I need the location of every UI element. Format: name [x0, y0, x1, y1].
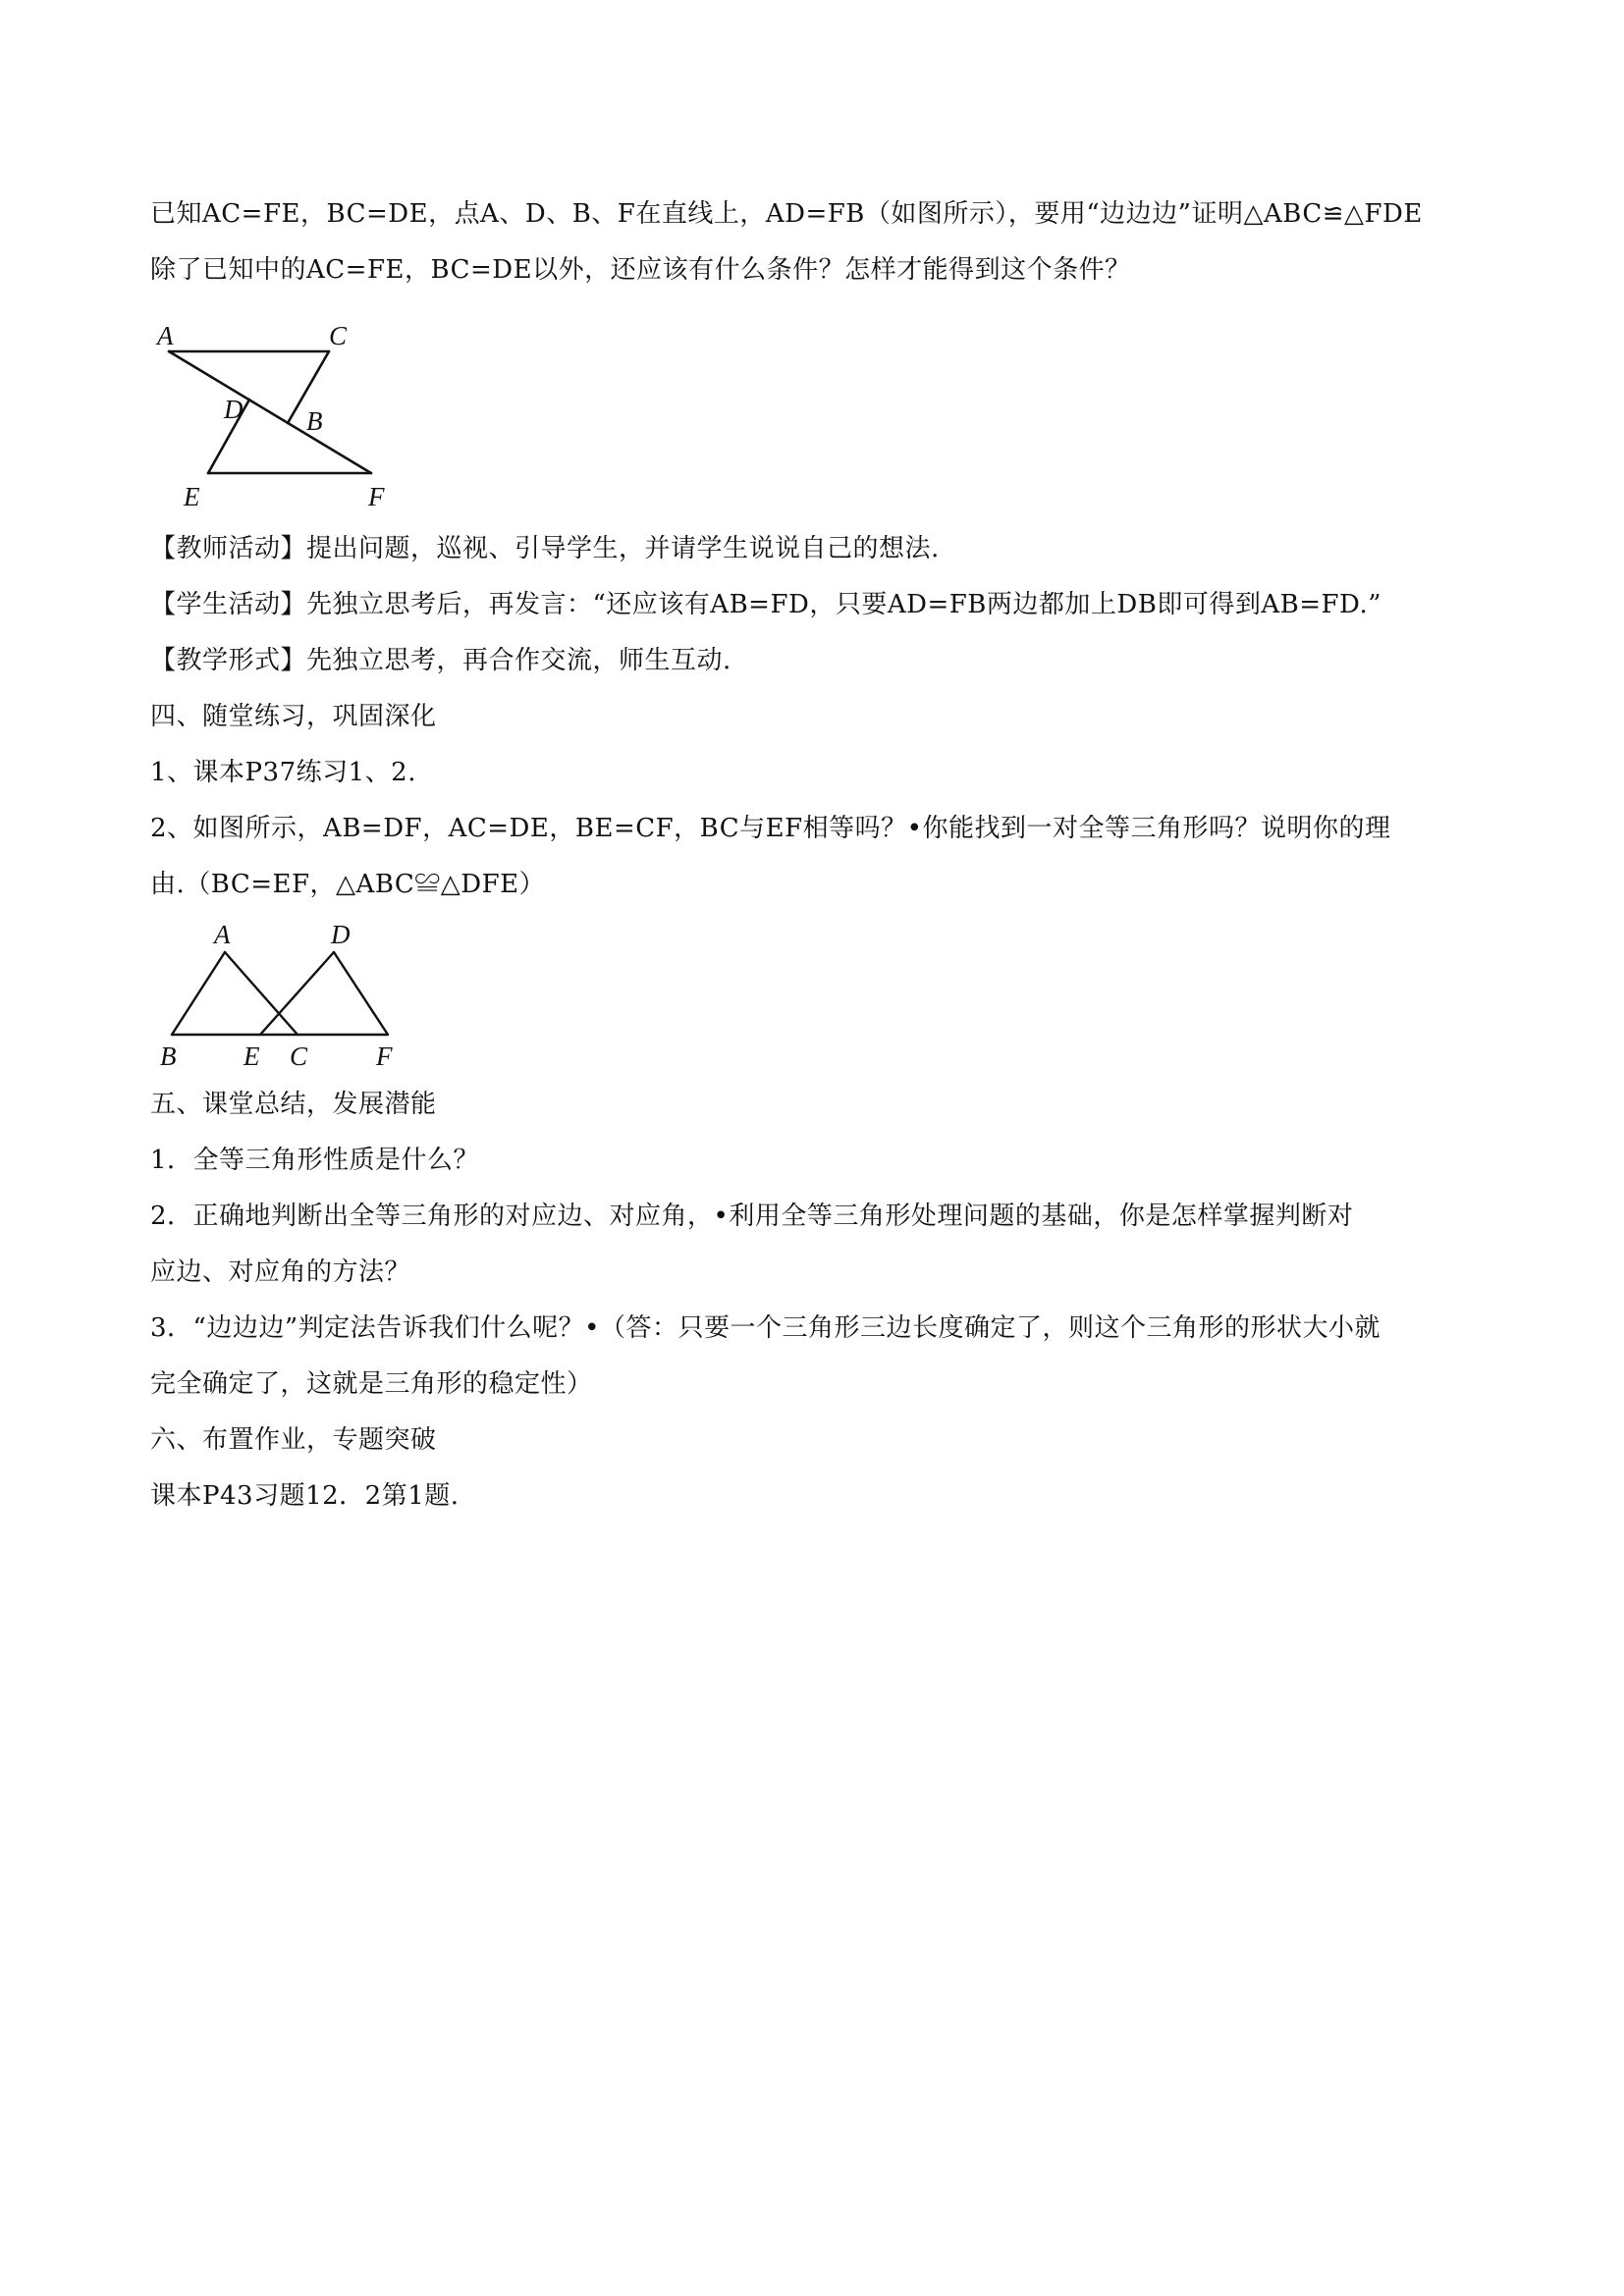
- label-f: F: [368, 482, 385, 511]
- label-b: B: [160, 1041, 177, 1071]
- segment-ac: [225, 952, 298, 1035]
- label-a: A: [157, 321, 174, 350]
- student-activity: 【学生活动】先独立思考后，再发言：“还应该有AB=FD，只要AD=FB两边都加上DB即可得到AB=FD.”: [150, 590, 1382, 619]
- label-a: A: [214, 920, 231, 949]
- question-2-line-1: 2．正确地判断出全等三角形的对应边、对应角，•利用全等三角形处理问题的基础，你是怎样掌握判断对: [150, 1201, 1354, 1231]
- exercise-2-line-1: 2、如图所示，AB=DF，AC=DE，BE=CF，BC与EF相等吗？•你能找到一对全等三角形吗？说明你的理: [150, 814, 1391, 843]
- problem-text-line-1: 已知AC=FE，BC=DE，点A、D、B、F在直线上，AD=FB（如图所示），要用“边边边”证明△ABC≌△FDE: [150, 199, 1423, 229]
- exercise-1: 1、课本P37练习1、2.: [150, 758, 416, 787]
- question-2-line-2: 应边、对应角的方法？: [150, 1257, 411, 1287]
- question-3-line-1: 3．“边边边”判定法告诉我们什么呢？•（答：只要一个三角形三边长度确定了，则这个三角形的形状大小就: [150, 1313, 1380, 1343]
- segment-df: [334, 952, 388, 1035]
- question-1: 1．全等三角形性质是什么？: [150, 1146, 480, 1175]
- figure-triangles-abc-fde: [147, 309, 403, 515]
- label-c: C: [329, 321, 348, 350]
- segment-af: [169, 351, 371, 473]
- label-d: D: [331, 920, 351, 949]
- section-6-heading: 六、布置作业，专题突破: [150, 1425, 437, 1455]
- label-e: E: [184, 482, 200, 511]
- figure-triangles-abc-def: [147, 908, 403, 1075]
- section-5-heading: 五、课堂总结，发展潜能: [150, 1090, 437, 1119]
- label-f: F: [376, 1041, 393, 1071]
- label-c: C: [290, 1041, 308, 1071]
- label-b: B: [306, 406, 323, 436]
- section-4-heading: 四、随堂练习，巩固深化: [150, 702, 437, 731]
- segment-ba: [172, 952, 225, 1035]
- teacher-activity: 【教师活动】提出问题，巡视、引导学生，并请学生说说自己的想法.: [150, 534, 940, 563]
- question-3-line-2: 完全确定了，这就是三角形的稳定性）: [150, 1369, 593, 1399]
- problem-text-line-2: 除了已知中的AC=FE，BC=DE以外，还应该有什么条件？怎样才能得到这个条件？: [150, 255, 1131, 285]
- label-e: E: [244, 1041, 260, 1071]
- segment-ed: [260, 952, 334, 1035]
- label-d: D: [224, 395, 244, 424]
- teaching-form: 【教学形式】先独立思考，再合作交流，师生互动.: [150, 646, 731, 675]
- exercise-2-line-2: 由.（BC=EF，△ABC≌△DFE）: [150, 870, 546, 899]
- homework: 课本P43习题12．2第1题.: [150, 1481, 460, 1511]
